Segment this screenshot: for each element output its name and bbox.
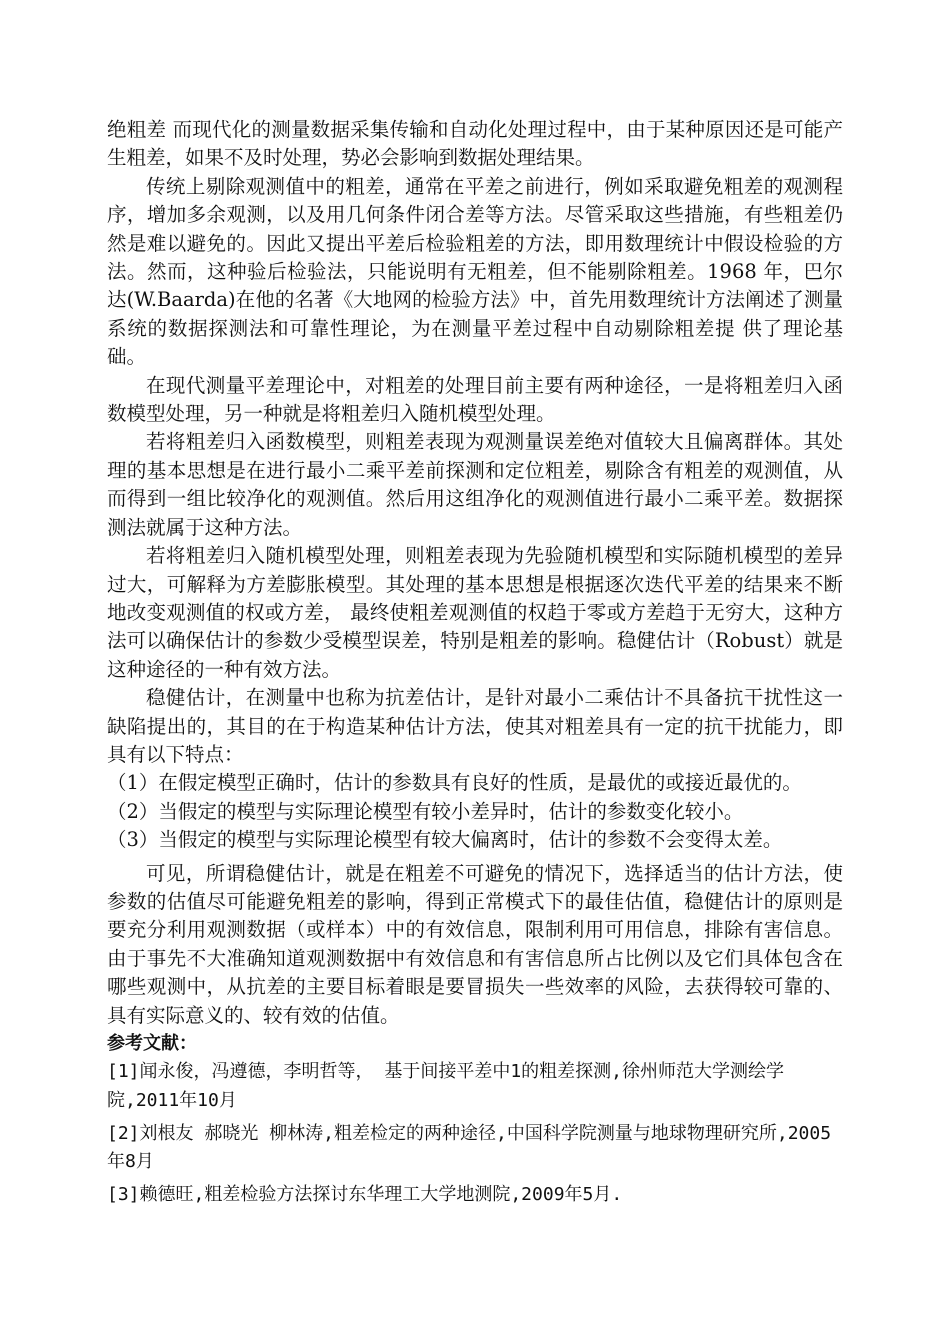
references-heading: 参考文献： <box>107 1033 197 1054</box>
document-page <box>107 116 843 1213</box>
paragraph-robust-estimation: 稳健估计，在测量中也称为抗差估计，是针对最小二乘估计不具备抗干扰性这一缺陷提出的，其目的在于构造某种估计方法，使其对粗差具有一定的抗干扰能力，即具有以下特点： <box>107 686 843 766</box>
paragraph-functional-model: 若将粗差归入函数模型，则粗差表现为观测量误差绝对值较大且偏离群体。其处理的基本思想是在进行最小二乘平差前探测和定位粗差，剔除含有粗差的观测值，从而得到一组比较净化的观测值。然后用这组净化的观测值进行最小二乘平差。数据探测法就属于这种方法。 <box>107 430 843 539</box>
list-item: （1）在假定模型正确时，估计的参数具有良好的性质，是最优的或接近最优的。 <box>107 771 802 795</box>
reference-item: [2]刘根友 郝晓光 柳林涛,粗差检定的两种途径,中国科学院测量与地球物理研究所,2005年8月 <box>107 1122 832 1173</box>
list-item: （2）当假定的模型与实际理论模型有较小差异时，估计的参数变化较小。 <box>107 799 744 823</box>
paragraph-traditional-methods: 传统上剔除观测值中的粗差，通常在平差之前进行，例如采取避免粗差的观测程序，增加多余观测，以及用几何条件闭合差等方法。尽管采取这些措施，有些粗差仍然是难以避免的。因此又提出平差后检验粗差的方法，即用数理统计中假设检验的方法。然而，这种验后检验法，只能说明有无粗差，但不能剔除粗差。1968 年，巴尔达(W.Baarda)在他的名著《大地网的检验方法》中，首先用数理统计方法阐述了测量系统的数据探测法和可靠性理论，为在测量平差过程中自动剔除粗差提 供了理论基础。 <box>107 174 843 369</box>
reference-item: [1]闻永俊，冯遵德，李明哲等， 基于间接平差中1的粗差探测,徐州师范大学测绘学院,2011年10月 <box>107 1061 785 1111</box>
paragraph-stochastic-model: 若将粗差归入随机模型处理，则粗差表现为先验随机模型和实际随机模型的差异过大，可解释为方差膨胀模型。其处理的基本思想是根据逐次迭代平差的结果来不断地改变观测值的权或方差， 最终使粗差观测值的权趋于零或方差趋于无穷大，这种方法可以确保估计的参数少受模型误差，特别是粗差的影响。稳健估计（Robust）就是这种途径的一种有效方法。 <box>107 544 843 681</box>
list-item: （3）当假定的模型与实际理论模型有较大偏离时，估计的参数不会变得太差。 <box>107 828 783 852</box>
reference-item: [3]赖德旺,粗差检验方法探讨东华理工大学地测院,2009年5月. <box>107 1183 623 1205</box>
paragraph-conclusion: 可见，所谓稳健估计，就是在粗差不可避免的情况下，选择适当的估计方法，使参数的估值尽可能避免粗差的影响，得到正常模式下的最佳估值，稳健估计的原则是要充分利用观测数据（或样本）中的有效信息，限制利用可用信息，排除有害信息。由于事先不大准确知道观测数据中有效信息和有害信息所占比例以及它们具体包含在哪些观测中，从抗差的主要目标着眼是要冒损失一些效率的风险，去获得较可靠的、具有实际意义的、较有效的估值。 <box>107 861 843 1027</box>
references-list <box>107 1058 843 1209</box>
robust-properties-list <box>107 769 843 854</box>
paragraph-two-approaches: 在现代测量平差理论中，对粗差的处理目前主要有两种途径，一是将粗差归入函数模型处理，另一种就是将粗差归入随机模型处理。 <box>107 373 843 426</box>
paragraph-continuation: 绝粗差 而现代化的测量数据采集传输和自动化处理过程中，由于某种原因还是可能产生粗差，如果不及时处理，势必会影响到数据处理结果。 <box>107 118 843 170</box>
